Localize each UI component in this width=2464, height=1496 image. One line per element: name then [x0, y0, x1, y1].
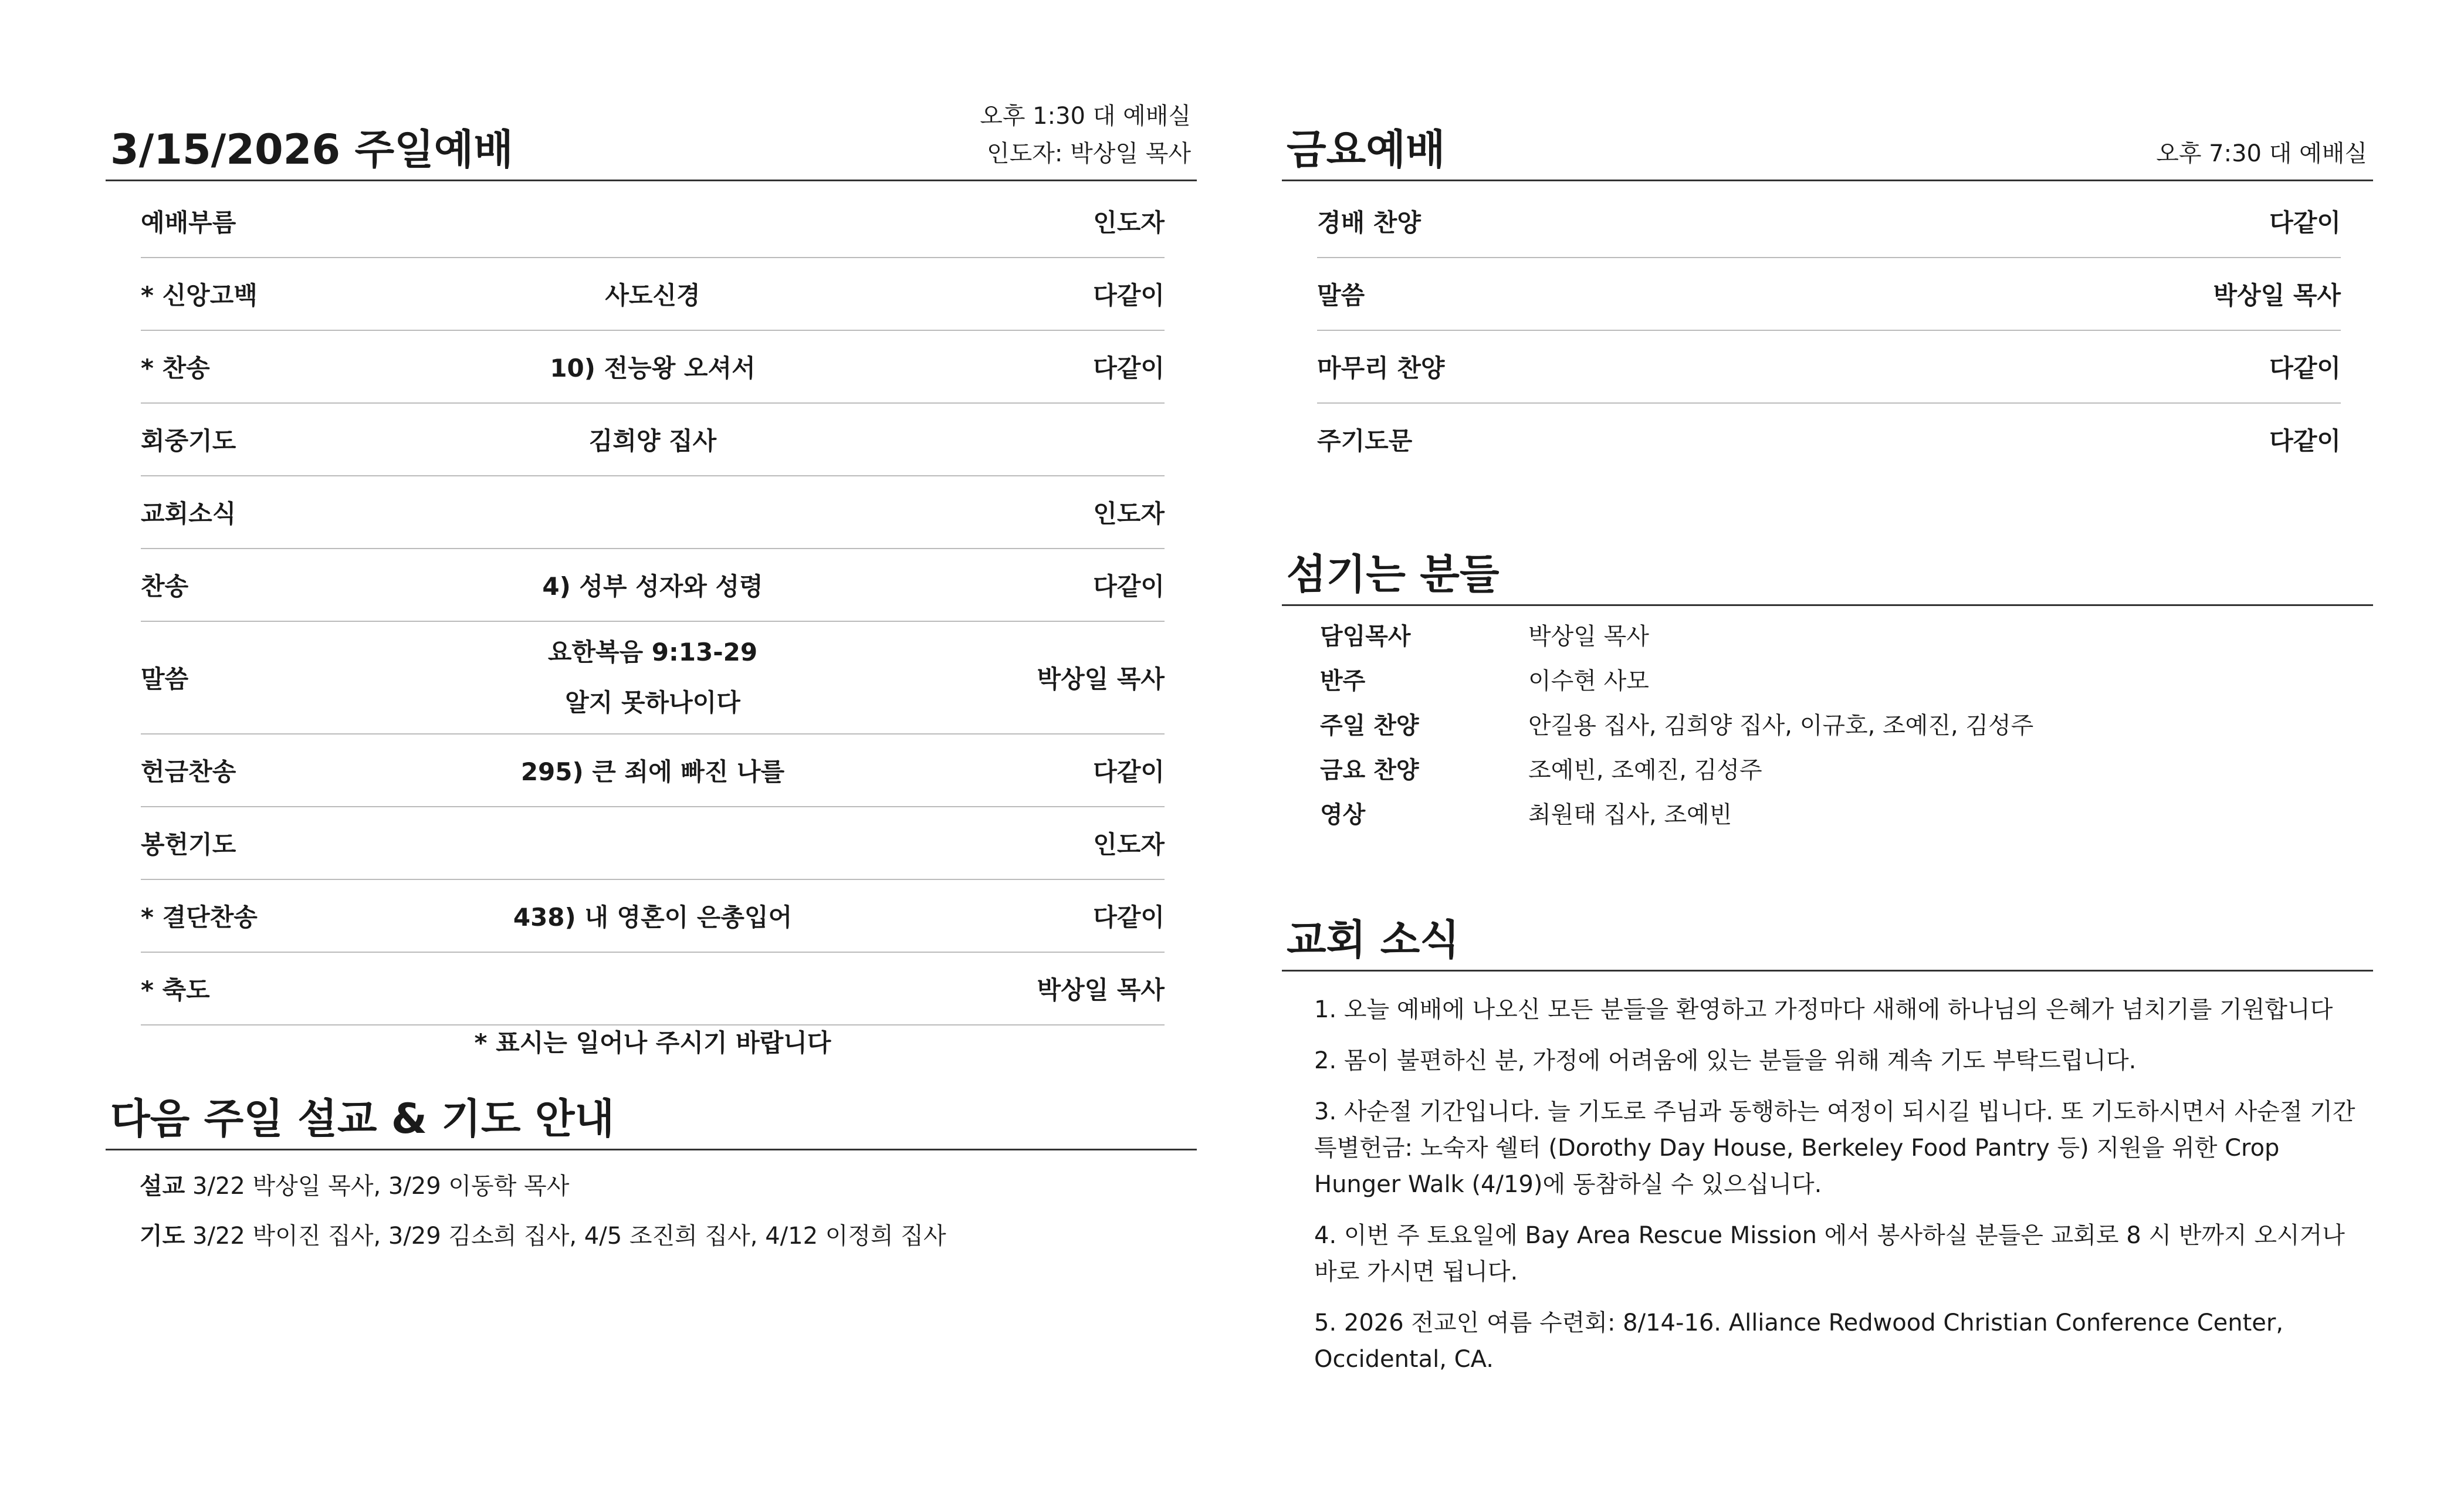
friday-header: [1282, 100, 2373, 181]
server-row: [1320, 797, 1732, 832]
order-leader: 다같이: [2269, 208, 2341, 237]
order-name: 찬송: [141, 572, 189, 601]
next-week-header: [106, 1074, 1197, 1150]
server-names: 박상일 목사: [1528, 623, 1649, 650]
order-name: 교회소식: [141, 499, 236, 528]
order-leader: 다같이: [1093, 354, 1165, 383]
server-role: 주일 찬양: [1320, 712, 1419, 739]
sunday-meta: [980, 97, 1191, 172]
order-item: 295) 큰 죄에 빠진 나를: [520, 757, 785, 786]
servers-title: 섬기는 분들: [1287, 550, 1500, 598]
order-name: * 축도: [141, 976, 210, 1004]
order-name: 말씀: [141, 665, 189, 693]
server-role: 영상: [1320, 801, 1366, 828]
order-item: 사도신경: [605, 281, 700, 310]
server-row: [1320, 753, 1762, 788]
order-leader: 인도자: [1093, 499, 1165, 528]
server-row: [1320, 708, 2033, 743]
sermon-scripture: 요한복음 9:13-29: [547, 638, 758, 666]
servers-header: [1282, 528, 2373, 606]
news-item: 1. 오늘 예배에 나오신 모든 분들을 환영하고 가정마다 새해에 하나님의 은혜가 넘치기를 기원합니다: [1314, 996, 2333, 1023]
server-names: 안길용 집사, 김희양 집사, 이규호, 조예진, 김성주: [1528, 712, 2034, 739]
server-role: 금요 찬양: [1320, 757, 1419, 784]
order-name: * 결단찬송: [141, 903, 258, 932]
order-item: 4) 성부 성자와 성령: [542, 572, 763, 601]
order-name: 회중기도: [141, 427, 236, 455]
server-role: 담임목사: [1320, 623, 1411, 650]
order-row: [141, 476, 1165, 549]
news-item: 3. 사순절 기간입니다. 늘 기도로 주님과 동행하는 여정이 되시길 빕니다. 또 기도하시면서 사순절 기간 특별헌금: 노숙자 쉘터 (Dorothy Day House, Berkeley Food Pantry 등) 지원을 위한 Crop Hunger Walk (4/19)에 동참하실 수 있으십니다.: [1314, 1098, 2355, 1198]
sermon-label: 설교: [140, 1173, 185, 1200]
order-item: 10) 전능왕 오셔서: [550, 354, 756, 383]
order-row: [141, 185, 1165, 258]
order-row: [1317, 258, 2341, 331]
order-row: [1317, 404, 2341, 475]
order-row: [141, 331, 1165, 404]
order-name: 예배부름: [141, 208, 236, 237]
news-item: 4. 이번 주 토요일에 Bay Area Rescue Mission 에서 봉사하실 분들은 교회로 8 시 반까지 오시거나 바로 가시면 됩니다.: [1314, 1222, 2345, 1285]
order-leader: 인도자: [1093, 830, 1165, 859]
next-sermon-line: [140, 1169, 569, 1204]
server-row: [1320, 619, 1649, 654]
order-leader: 박상일 목사: [1037, 665, 1165, 693]
friday-order-list: [1317, 185, 2341, 475]
order-leader: 다같이: [1093, 281, 1165, 310]
order-row: [141, 807, 1165, 880]
order-leader: 박상일 목사: [1037, 976, 1165, 1004]
next-week-title: 다음 주일 설교 & 기도 안내: [110, 1095, 615, 1143]
order-name: * 찬송: [141, 354, 210, 383]
sunday-title: 3/15/2026 주일예배: [110, 126, 513, 174]
next-prayer-line: [140, 1219, 946, 1254]
order-leader: 다같이: [1093, 903, 1165, 932]
news-header: [1282, 895, 2373, 972]
order-name: 말씀: [1317, 281, 1365, 310]
news-item: 2. 몸이 불편하신 분, 가정에 어려움에 있는 분들을 위해 계속 기도 부탁드립니다.: [1314, 1047, 2137, 1074]
order-name: * 신앙고백: [141, 281, 258, 310]
standing-note: * 표시는 일어나 주시기 바랍니다: [474, 1028, 831, 1057]
order-name: 마무리 찬양: [1317, 354, 1445, 383]
order-row: [141, 549, 1165, 622]
server-names: 이수현 사모: [1528, 668, 1649, 695]
friday-meta: 오후 7:30 대 예배실: [2156, 140, 2367, 167]
server-role: 반주: [1320, 668, 1366, 695]
server-row: [1320, 664, 1649, 699]
news-list: [1314, 991, 2364, 1392]
order-name: 주기도문: [1317, 427, 1413, 455]
sunday-order-list: [141, 185, 1165, 1025]
order-row: [1317, 331, 2341, 404]
sermon-schedule: 3/22 박상일 목사, 3/29 이동학 목사: [192, 1173, 570, 1200]
sunday-leader: 인도자: 박상일 목사: [986, 140, 1191, 167]
order-name: 경배 찬양: [1317, 208, 1421, 237]
server-names: 최원태 집사, 조예빈: [1528, 801, 1732, 828]
order-leader: 다같이: [1093, 757, 1165, 786]
order-row: [141, 622, 1165, 735]
order-row: [141, 404, 1165, 476]
order-row: [141, 880, 1165, 953]
sunday-header: [106, 100, 1197, 181]
prayer-schedule: 3/22 박이진 집사, 3/29 김소희 집사, 4/5 조진희 집사, 4/12 이정희 집사: [192, 1223, 946, 1250]
order-item: 438) 내 영혼이 은총입어: [513, 903, 793, 932]
server-names: 조예빈, 조예진, 김성주: [1528, 757, 1762, 784]
order-row: [141, 258, 1165, 331]
sermon-title: 알지 못하나이다: [565, 688, 740, 717]
order-item: 김희양 집사: [588, 427, 717, 455]
order-leader: 인도자: [1093, 208, 1165, 237]
order-leader: 다같이: [1093, 572, 1165, 601]
prayer-label: 기도: [140, 1223, 185, 1250]
news-title: 교회 소식: [1287, 916, 1460, 964]
order-name: 헌금찬송: [141, 757, 236, 786]
order-leader: 다같이: [2269, 354, 2341, 383]
friday-title: 금요예배: [1287, 126, 1446, 174]
order-leader: 박상일 목사: [2213, 281, 2341, 310]
order-leader: 다같이: [2269, 427, 2341, 455]
order-row: [141, 735, 1165, 807]
order-row: [1317, 185, 2341, 258]
order-name: 봉헌기도: [141, 830, 236, 859]
news-item: 5. 2026 전교인 여름 수련회: 8/14-16. Alliance Redwood Christian Conference Center, Occidental, CA.: [1314, 1309, 2284, 1373]
order-row: [141, 953, 1165, 1025]
order-item: [141, 627, 1165, 728]
sunday-time-place: 오후 1:30 대 예배실: [980, 103, 1191, 130]
